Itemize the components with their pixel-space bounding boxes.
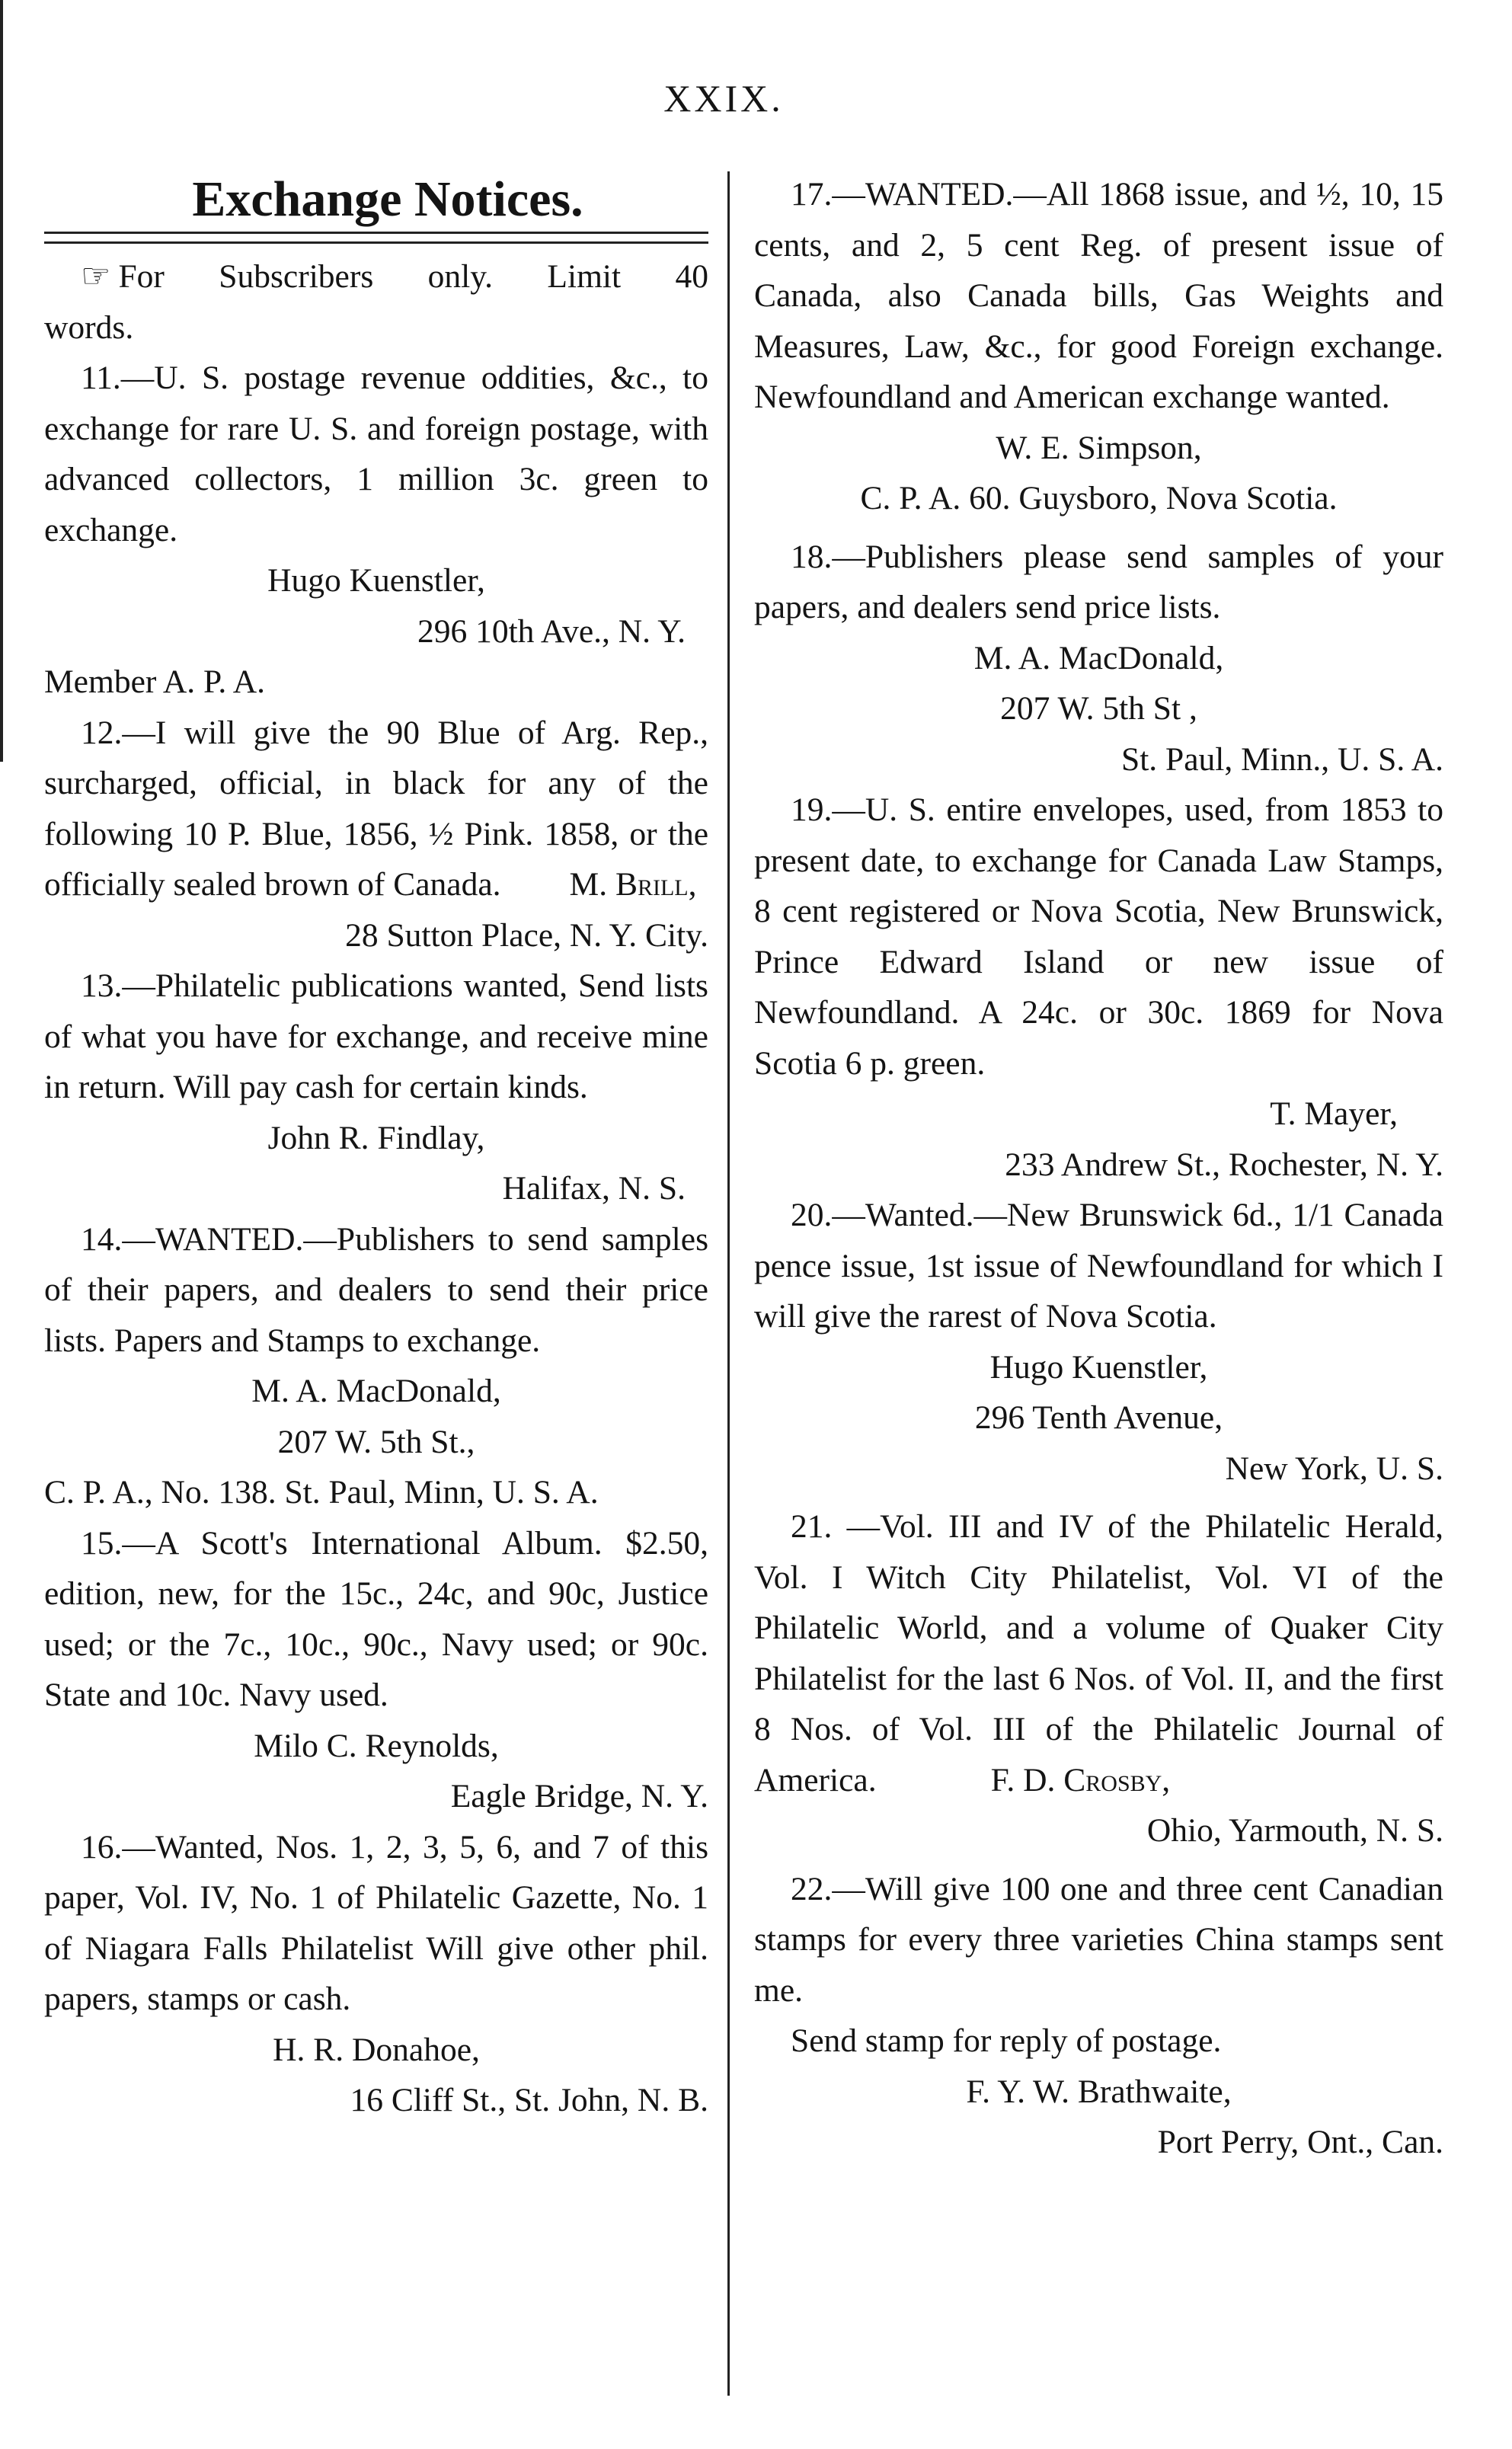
notice-text: 22.—Will give 100 one and three cent Canadian stamps for every three varieties China stamps sent me. bbox=[754, 1870, 1443, 2009]
notice-12 bbox=[44, 708, 708, 961]
notice-text: 14.—WANTED.—Publishers to send samples of their papers, and dealers to send their price lists. Papers and Stamps to exchange. bbox=[44, 1220, 708, 1359]
notice-text: 17.—WANTED.—All 1868 issue, and ½, 10, 15 cents, and 2, 5 cent Reg. of present issue of Canada, also Canada bills, Gas Weights and Measures, Law, &c., for good Foreign exchange. Newfoundland and American exchange wanted. bbox=[754, 176, 1443, 415]
left-column bbox=[44, 169, 708, 2126]
notice-text: 11.—U. S. postage revenue oddities, &c., to exchange for rare U. S. and foreign postage, with advanced collectors, 1 million 3c. green to exchange. bbox=[44, 360, 708, 548]
notice-text: 18.—Publishers please send samples of your papers, and dealers send price lists. bbox=[754, 538, 1443, 625]
notice-13 bbox=[44, 961, 708, 1214]
signature-address: 207 W. 5th St., bbox=[277, 1423, 475, 1460]
notice-20 bbox=[754, 1190, 1443, 1494]
signature-address: 233 Andrew St., Rochester, N. Y. bbox=[1005, 1146, 1443, 1183]
intro-text: For Subscribers only. Limit 40 bbox=[118, 258, 708, 295]
notice-text: 12.—I will give the 90 Blue of Arg. Rep., surcharged, official, in black for any of the following 10 P. Blue, 1856, ½ Pink. 1858, or the officially sealed brown of Canada. M. Brill, bbox=[44, 714, 708, 903]
column-divider bbox=[727, 171, 730, 2396]
intro-line bbox=[44, 251, 708, 302]
notice-21 bbox=[754, 1501, 1443, 1856]
pointing-hand-icon: ☞ bbox=[81, 257, 111, 295]
signature-address: Halifax, N. S. bbox=[502, 1170, 686, 1207]
signature-address: 296 10th Ave., N. Y. bbox=[417, 612, 686, 650]
notice-text: 19.—U. S. entire envelopes, used, from 1853 to present date, to exchange for Canada Law Stamps, 8 cent registered or Nova Scotia, New Brunswick, Prince Edward Island or new issue of Newfoundland. A 24c. or 30c. 1869 for Nova Scotia 6 p. green. bbox=[754, 791, 1443, 1082]
right-column bbox=[754, 169, 1443, 2168]
signature-address: C. P. A. 60. Guysboro, Nova Scotia. bbox=[860, 480, 1338, 516]
signature-address: Port Perry, Ont., Can. bbox=[1157, 2124, 1443, 2160]
notice-text: 16.—Wanted, Nos. 1, 2, 3, 5, 6, and 7 of this paper, Vol. IV, No. 1 of Philatelic Gazette, No. 1 of Niagara Falls Philatelist Will give other phil. papers, stamps or cash. bbox=[44, 1828, 708, 2017]
notice-text: 13.—Philatelic publications wanted, Send lists of what you have for exchange, and receive mine in return. Will pay cash for certain kinds. bbox=[44, 967, 708, 1105]
signature-name: F. D. Crosby, bbox=[990, 1761, 1171, 1798]
notice-text: 15.—A Scott's International Album. $2.50, edition, new, for the 15c., 24c, and 90c, Justice used; or the 7c., 10c., 90c., Navy used; or 90c. State and 10c. Navy used. bbox=[44, 1524, 708, 1713]
signature-name: M. A. MacDonald, bbox=[251, 1373, 501, 1409]
signature-name: W. E. Simpson, bbox=[996, 429, 1202, 466]
signature-membership: Member A. P. A. bbox=[44, 663, 266, 700]
notice-11 bbox=[44, 353, 708, 708]
notice-18 bbox=[754, 532, 1443, 785]
notice-text: 20.—Wanted.—New Brunswick 6d., 1/1 Canada pence issue, 1st issue of Newfoundland for which I will give the rarest of Nova Scotia. bbox=[754, 1197, 1443, 1335]
signature-address: 16 Cliff St., St. John, N. B. bbox=[350, 2082, 708, 2118]
signature-name: Hugo Kuenstler, bbox=[989, 1348, 1208, 1386]
section-heading: Exchange Notices. bbox=[192, 171, 583, 227]
signature-name: Hugo Kuenstler, bbox=[267, 562, 485, 599]
notice-17 bbox=[754, 169, 1443, 524]
signature-address-2: St. Paul, Minn., U. S. A. bbox=[1121, 740, 1443, 778]
signature-name: John R. Findlay, bbox=[267, 1119, 485, 1156]
signature-name: H. R. Donahoe, bbox=[273, 2031, 480, 2068]
signature-address: 207 W. 5th St , bbox=[1000, 690, 1197, 727]
signature-address: 28 Sutton Place, N. Y. City. bbox=[345, 916, 708, 954]
signature-name: T. Mayer, bbox=[1270, 1095, 1398, 1132]
notice-16 bbox=[44, 1822, 708, 2126]
notice-19 bbox=[754, 785, 1443, 1190]
notice-text: 21. —Vol. III and IV of the Philatelic Herald, Vol. I Witch City Philatelist, Vol. VI of the Philatelic World, and a volume of Quaker City Philatelist for the last 6 Nos. of Vol. II, and the first 8 Nos. of Vol. III of the Philatelic Journal of America. F. D. Crosby, bbox=[754, 1508, 1443, 1798]
signature-name: F. Y. W. Brathwaite, bbox=[966, 2073, 1232, 2110]
signature-name: Milo C. Reynolds, bbox=[254, 1727, 499, 1764]
signature-address-2: New York, U. S. bbox=[1225, 1450, 1443, 1487]
signature-address: Ohio, Yarmouth, N. S. bbox=[1146, 1812, 1443, 1849]
page-binding-edge bbox=[0, 0, 8, 762]
notice-22 bbox=[754, 1864, 1443, 2168]
intro-text-cont: words. bbox=[44, 309, 134, 346]
notice-15 bbox=[44, 1518, 708, 1822]
signature-address-2: C. P. A., No. 138. St. Paul, Minn, U. S. A. bbox=[44, 1474, 599, 1511]
notice-14 bbox=[44, 1214, 708, 1518]
signature-address: 296 Tenth Avenue, bbox=[974, 1399, 1223, 1436]
heading-rule bbox=[44, 232, 708, 244]
signature-address: Eagle Bridge, N. Y. bbox=[450, 1778, 708, 1814]
notice-extra: Send stamp for reply of postage. bbox=[791, 2022, 1222, 2059]
page-number: XXIX. bbox=[663, 77, 784, 120]
signature-name: M. A. MacDonald, bbox=[973, 639, 1224, 676]
signature-name: M. Brill, bbox=[569, 866, 697, 903]
